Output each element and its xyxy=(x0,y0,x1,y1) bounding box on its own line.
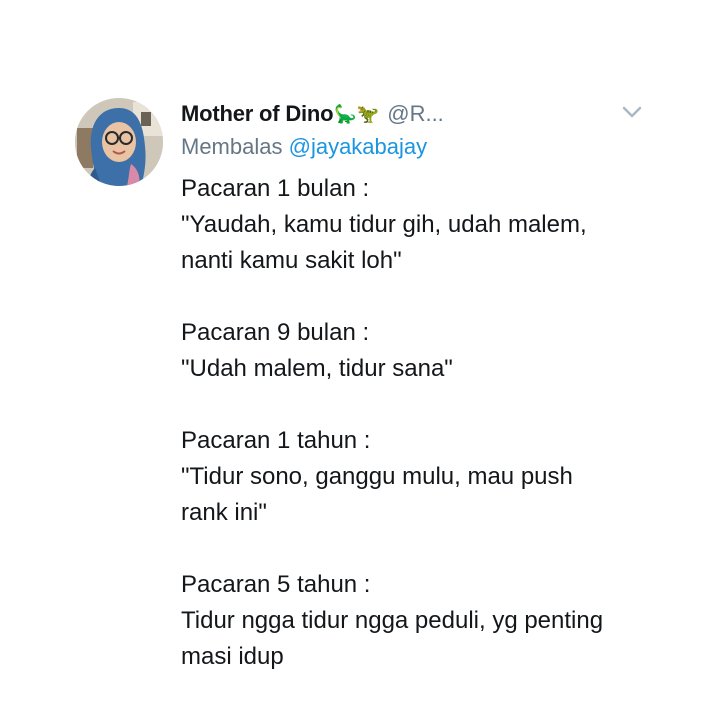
text-line: "Yaudah, kamu tidur gih, udah malem, xyxy=(181,211,587,238)
paragraph xyxy=(181,423,651,531)
dinosaur-emoji: 🦕🦖 xyxy=(334,104,380,124)
text-line: nanti kamu sakit loh" xyxy=(181,247,402,274)
tweet-text xyxy=(181,171,651,675)
reply-context xyxy=(181,134,427,160)
reply-prefix: Membalas xyxy=(181,134,283,159)
avatar[interactable] xyxy=(75,98,163,186)
text-line: rank ini" xyxy=(181,499,267,526)
chevron-down-icon[interactable] xyxy=(620,103,644,121)
text-line: "Tidur sono, ganggu mulu, mau push xyxy=(181,463,573,490)
user-handle[interactable]: @R... xyxy=(387,101,444,126)
text-line: Pacaran 5 tahun : xyxy=(181,571,371,598)
text-line: Pacaran 9 bulan : xyxy=(181,319,370,346)
text-line: masi idup xyxy=(181,643,284,670)
text-line: Pacaran 1 bulan : xyxy=(181,175,370,202)
text-line: "Udah malem, tidur sana" xyxy=(181,355,453,382)
paragraph xyxy=(181,315,651,387)
reply-mention-link[interactable]: @jayakabajay xyxy=(288,134,428,159)
display-name[interactable]: Mother of Dino xyxy=(181,101,334,126)
paragraph xyxy=(181,567,651,675)
text-line: Tidur ngga tidur ngga peduli, yg penting xyxy=(181,607,604,634)
text-line: Pacaran 1 tahun : xyxy=(181,427,371,454)
paragraph xyxy=(181,171,651,279)
avatar-photo-icon xyxy=(75,98,163,186)
tweet-header xyxy=(181,98,444,130)
